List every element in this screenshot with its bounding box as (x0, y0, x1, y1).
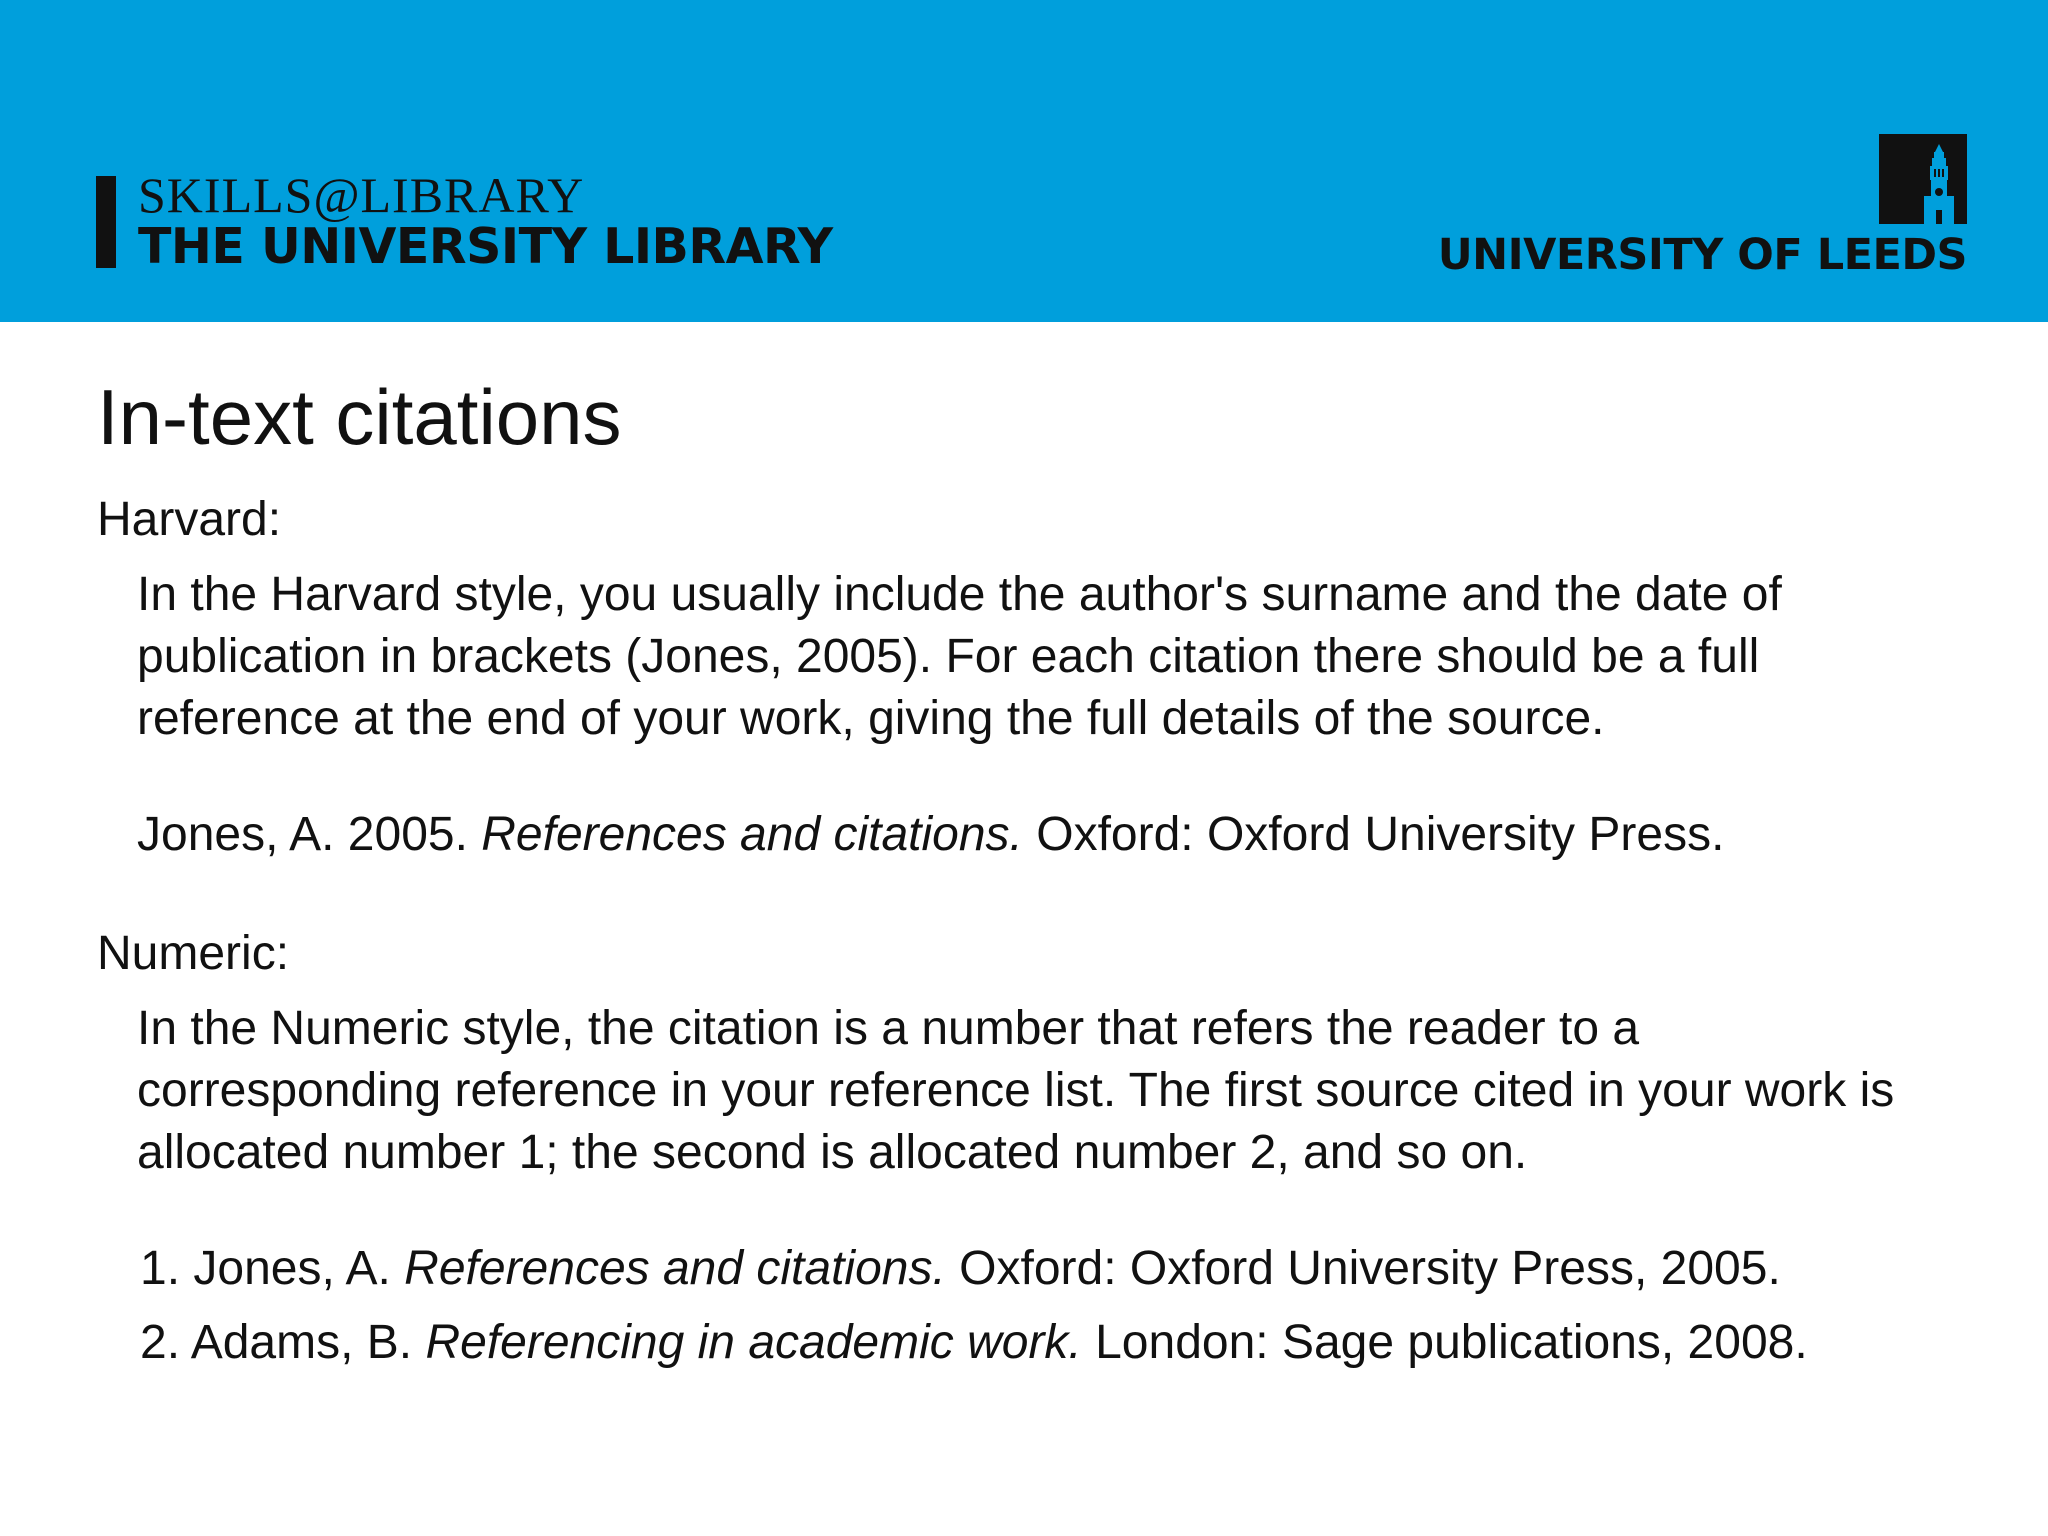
numeric-ref-2-prefix: 2. Adams, B. (140, 1316, 426, 1369)
numeric-line-1: In the Numeric style, the citation is a number that refers the reader to a (137, 1002, 1640, 1055)
library-logo-line2: THE UNIVERSITY LIBRARY (138, 218, 833, 275)
numeric-reference-1 (140, 1238, 1781, 1300)
harvard-ref-publisher: Oxford: Oxford University Press. (1022, 808, 1725, 861)
harvard-ref-author-year: Jones, A. 2005. (137, 808, 482, 861)
logo-bar (96, 176, 116, 268)
numeric-reference-2 (140, 1312, 1808, 1374)
header-banner (0, 0, 2048, 322)
numeric-ref-1-title: References and citations. (404, 1242, 946, 1295)
harvard-line-1: In the Harvard style, you usually include the author's surname and the date of (137, 568, 1782, 621)
tower-silhouette-icon (1879, 134, 1967, 224)
slide-title: In-text citations (97, 373, 622, 461)
numeric-description (137, 998, 2017, 1184)
harvard-line-2: publication in brackets (Jones, 2005). For each citation there should be a full (137, 630, 1760, 683)
numeric-line-3: allocated number 1; the second is allocated number 2, and so on. (137, 1126, 1528, 1179)
university-name: UNIVERSITY OF LEEDS (1437, 230, 1967, 280)
harvard-ref-title: References and citations. (481, 808, 1023, 861)
numeric-line-2: corresponding reference in your reference list. The first source cited in your work is (137, 1064, 1895, 1117)
parkinson-tower-icon (1879, 134, 1967, 224)
numeric-ref-1-suffix: Oxford: Oxford University Press, 2005. (945, 1242, 1781, 1295)
numeric-ref-2-title: Referencing in academic work. (425, 1316, 1082, 1369)
numeric-ref-1-prefix: 1. Jones, A. (140, 1242, 405, 1295)
harvard-description (137, 564, 2017, 750)
numeric-label: Numeric: (97, 927, 290, 980)
university-of-leeds-logo (1437, 134, 1967, 284)
harvard-label: Harvard: (97, 493, 282, 546)
library-logo-line1: SKILLS@LIBRARY (138, 167, 585, 223)
harvard-reference-example (137, 804, 1724, 866)
numeric-ref-2-suffix: London: Sage publications, 2008. (1081, 1316, 1808, 1369)
harvard-line-3: reference at the end of your work, giving the full details of the source. (137, 692, 1605, 745)
